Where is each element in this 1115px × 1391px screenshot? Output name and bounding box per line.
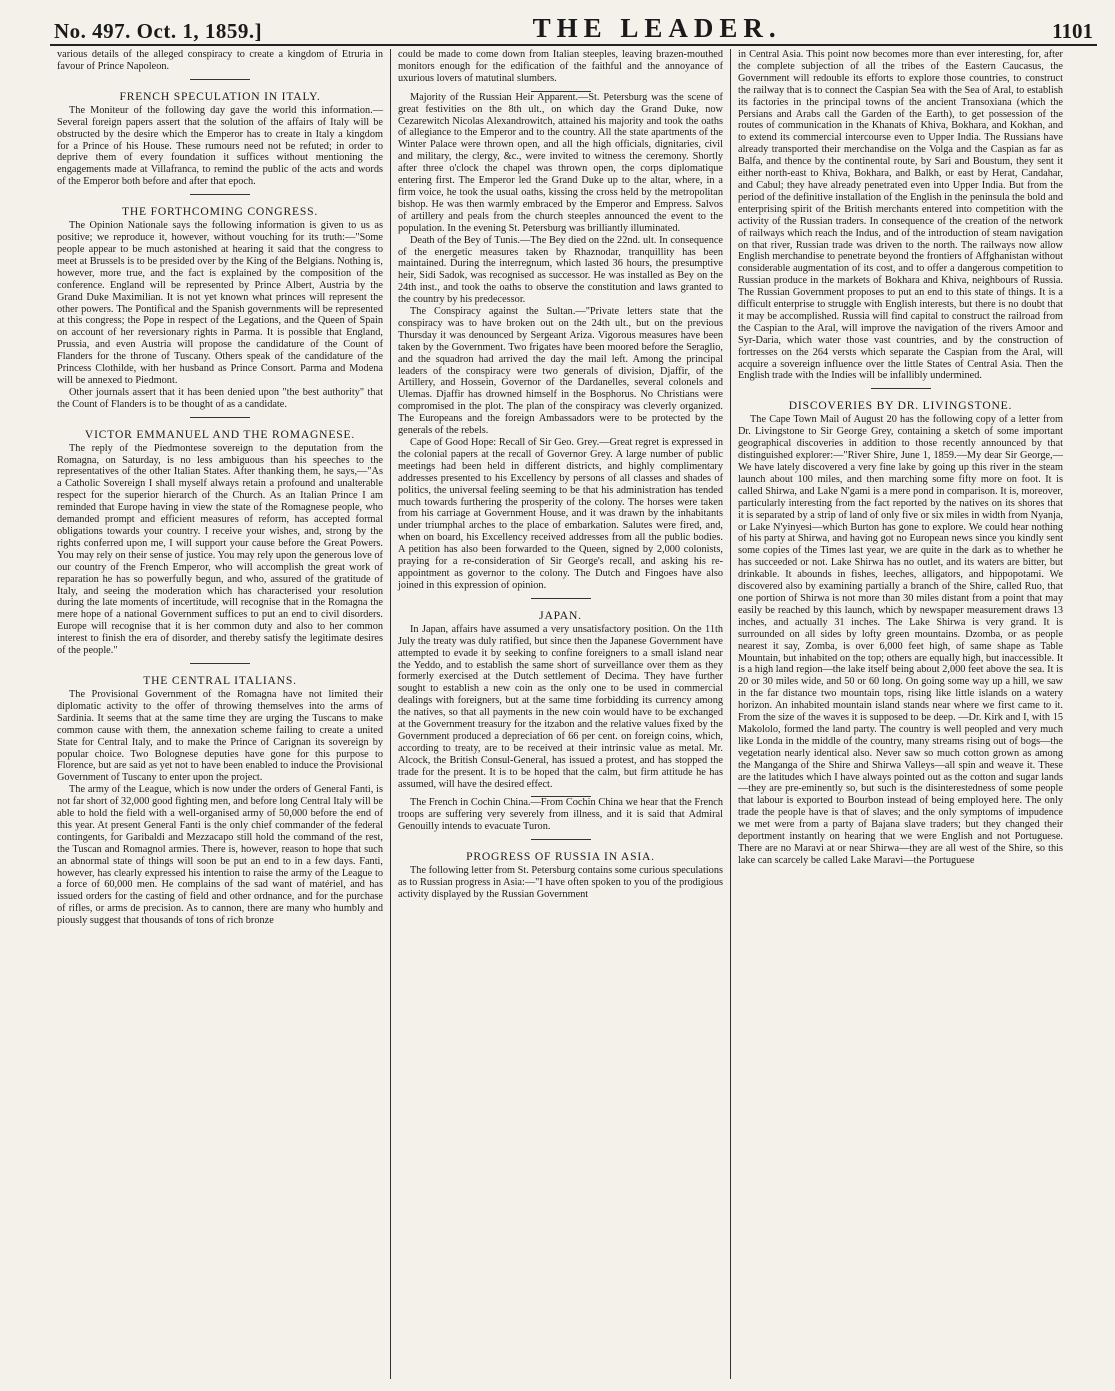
headline: THE FORTHCOMING CONGRESS. bbox=[121, 205, 319, 219]
divider bbox=[871, 388, 931, 389]
paragraph: The French in Cochin China.—From Cochin China we hear that the French troops are suffering very severely from illness, and it is said that Admiral Genouilly intends to evacuate Turon. bbox=[398, 797, 723, 833]
divider bbox=[190, 417, 250, 418]
divider bbox=[531, 839, 591, 840]
paragraph: various details of the alleged conspiracy to create a kingdom of Etruria in favour of Prince Napoleon. bbox=[57, 49, 383, 72]
paragraph: The following letter from St. Petersburg contains some curious speculations as to Russian progress in Asia:—"I have often spoken to you of the prodigious activity displayed by the Russian Government bbox=[398, 865, 723, 900]
page-number: 1101 bbox=[1052, 19, 1093, 43]
paragraph: in Central Asia. This point now becomes more than ever interesting, for, after the complete subjection of all the tribes of the Eastern Caucasus, the Government will redouble its efforts to explore those countries, to construct the railway that is to connect the Caspian Sea with the Sea of Aral, to establish its factories in the principal towns of the ancient Transoxiana (which the Persians and Arabs call the Garden of the Earth), to get possession of the routes of communication in the Khanats of Khiva, Bokhara, and Kokhan, and to extend its commercial intercourse even to Upper India. The Russians have already transported their merchandise on the Volga and the Caspian as far as Balfa, and thence by the continental route, by Sari and Boustum, they sent it either north-east to Khiva, Bokhara, and Balkh, or east by Herat, Candahar, and Cabul; they have already penetrated even into Upper India. But from the period of the definitive installation of the English in the peninsula the bold and enterprising spirit of the British merchants entered into competition with the activity of the Russian traders. In consequence of the creation of the network of railways which reach the Indus, and of the introduction of steam navigation on that river, Russian trade was driven to the north. The railways now allow English merchandise to penetrate beyond the frontiers of Affghanistan without considerable augmentation of its cost, and to offer a dangerous competition to Russian produce in the markets of Bokhara and Khiva, neighbours of Russia. The Russian Government proposes to put an end to this state of things. It is a difficult enterprise to struggle with English interests, but there is no doubt that it may be accomplished. Russia will find capital to construct the railroad from the Caspian to the Aral, will improve the navigation of the rivers Amoor and Syr-Daria, which water those vast countries, and by the construction of fortresses on the 264 versts which separate the Caspian from the Aral, will acquire a sovereign influence over the little States of Central Asia. Then the English trade with the Indies will be infallibly undermined. bbox=[738, 49, 1063, 382]
divider bbox=[190, 79, 250, 80]
paragraph: Other journals assert that it has been denied upon "the best authority" that the Count of Flanders is to be thought of as a candidate. bbox=[57, 386, 383, 410]
newspaper-title: THE LEADER. bbox=[532, 13, 782, 43]
headline: DISCOVERIES BY DR. LIVINGSTONE. bbox=[788, 399, 1013, 413]
divider bbox=[190, 194, 250, 195]
paragraph: The army of the League, which is now under the orders of General Fanti, is not far short of 32,000 good fighting men, and before long Central Italy will be able to hold the field with a well-organised army of 50,000 before the end of this year. At present General Fanti is the only chief commander of the federal contingents, for Garibaldi and Mezzacapo still hold the command of the rest, the Tuscan and Romagnol armies. There is, however, reason to hope that such an abnormal state of things will soon be put an end to in a few days. Fanti, however, has clearly expressed his intention to raise the army of the League to a force of 60,000 men. He complains of the sad want of matériel, and has issued orders for the casting of field and other ordnance, and for the purchase of rifles, or arms de precision. As to cannon, there are many who humbly and piously suggest that thousands of tons of rich bronze bbox=[57, 784, 383, 927]
headline: VICTOR EMMANUEL AND THE ROMAGNESE. bbox=[84, 427, 356, 441]
paragraph: The Conspiracy against the Sultan.—"Private letters state that the conspiracy was to have broken out on the 24th ult., but on the previous Thursday it was denounced by Sergeant Ariza. Vigorous measures have been taken by the Government. Two frigates have been moored before the Seraglio, and the squadron had arrived the day the mail left. Among the principal leaders of the conspiracy were two generals of division, Djaffir, of the Artillery, and Hossein, Governor of the Dardanelles, several colonels and Ulemas. Djaffir has drowned himself in the Bosphorus. No Christians were compromised in the plot. The plan of the conspiracy was cleverly organized. The Europeans and the foreign Ambassadors were to be protected by the generals of the rebels. bbox=[398, 306, 723, 437]
headline: THE CENTRAL ITALIANS. bbox=[143, 673, 297, 687]
headline: FRENCH SPECULATION IN ITALY. bbox=[119, 89, 321, 103]
column-3 bbox=[730, 49, 1070, 1379]
paragraph: could be made to come down from Italian steeples, leaving brazen-mouthed monitors enough for the edification of the faithful and the annoyance of uxurious lovers of matutinal slumbers. bbox=[398, 49, 723, 84]
paragraph: In Japan, affairs have assumed a very unsatisfactory position. On the 11th July the treaty was duly ratified, but since then the Japanese Government have attempted to evade it by seeking to confine foreigners to a small island near the Yeddo, and to establish the same short of surveillance over them as they formerly exercised at the Dutch settlement of Decima. They have further sought to establish a new coin as the only one to be used in commercial dealings with foreigners, but at the same time forbidding its currency among the natives, so that all payments in the new coin would have to be exchanged at the Government treasury for the itzabon and the relative values fixed by the Government produced a depreciation of 66 per cent. on foreign coins, which, according to treaty, are to be received at their intrinsic value as metal. Mr. Alcock, the British Consul-General, has issued a protest, and has stopped the trade for the present. It is to be hoped that the calm, but firm attitude he has assumed, will have the desired effect. bbox=[398, 623, 723, 790]
headline: JAPAN. bbox=[539, 608, 582, 622]
paragraph: The Cape Town Mail of August 20 has the following copy of a letter from Dr. Livingstone to Sir George Grey, containing a sketch of some important geographical discoveries in addition to those recently announced by that distinguished explorer:—"River Shire, June 1, 1859.—My dear Sir George,—We have lately discovered a very fine lake by going up this river in the steam launch about 100 miles, and then marching some fifty more on foot. It is called Shirwa, and Lake N'gami is a mere pond in comparison. It is, moreover, particularly interesting from the fact reported by the natives on its shores that it is separated by a strip of land of only five or six miles in width from Nyanja, or Lake N'yinyesi—which Burton has gone to explore. We could hear nothing of his party at Shirwa, and having got no European news since you kindly sent some copies of the Times last year, we are quite in the dark as to whether he has succeeded or not. Lake Shirwa has no outlet, and its waters are bitter, but drinkable. It abounds in fishes, leeches, alligators, and hippopotami. We discovered also by examining partially a branch of the Shire, called Ruo, that one portion of Shirwa is not more than 30 miles distant from a point that may easily be reached by this launch, which by newspaper measurement draws 13 inches, and actually 31 inches. The Lake Shirwa is very grand. It is surrounded on all sides by lofty green mountains. Dzomba, or as people nearest it say, Zomba, is over 6,000 feet high, of same shape as Table Mountain, but inhabited on the top; others are equally high, but inaccessible. It is a high land region—the lake itself being about 2,000 feet above the sea. It is 20 or 30 miles wide, and 50 or 60 long. On going some way up a hill, we saw in the far distance two mountain tops, rising like little islands on a watery horizon. An inhabited mountain island stands near where we first came to it. From the size of the waves it is supposed to be deep. —Dr. Kirk and I, with 15 Makololo, formed the land party. The country is well peopled and very much like Londa in the middle of the country, many streams rising out of bogs—the vegetation nearly identical also. Never saw so much cotton grown as among the Manganga of the Shire and Shirwa Valleys—all spin and weave it. These are the latitudes which I have always pointed out as the cotton and sugar lands—they are pre-eminently so, but such is the disinterestedness of some people that labour is exported to Bourbon instead of being employed here. The only trade the people have is that of slaves; and the only symptoms of impudence we met were from a party of Bajana slave traders; but they changed their deportment instantly on hearing that we were English and not Portuguese. There are no Maravi at or near Shirwa—they are all west of the Shire, so this lake can scarcely be called Lake Maravi—the Portuguese bbox=[738, 414, 1063, 866]
paragraph: Cape of Good Hope: Recall of Sir Geo. Grey.—Great regret is expressed in the colonial papers at the recall of Governor Grey. A large number of public meetings had been held in different districts, and highly complimentary addresses presented to his Excellency by persons of all classes and shades of politics, the universal feeling seeming to be that his administration has tended much towards furthering the prosperity of the colony. The horses were taken from his carriage at Government House, and it was drawn by the inhabitants under triumphal arches to the place of embarkation. Salutes were fired, and, when on board, his Excellency received addresses from all the public bodies. A petition has also been forwarded to the Queen, signed by 2,000 colonists, praying for a re-consideration of Sir George's recall, and asking his re-appointment as governor to the colony. The Dutch and Fingoes have also joined in this expression of opinion. bbox=[398, 437, 723, 591]
divider bbox=[531, 598, 591, 599]
paragraph: Majority of the Russian Heir Apparent.—St. Petersburg was the scene of great festivities on the 8th ult., on which day the Grand Duke, now Cezarewitch Nicolas Alexandrowitch, attained his majority and took the oaths of allegiance to the Emperor and to the country. All the state apartments of the Winter Palace were thrown open, and all the high officials, dignitaries, civil and military, the clergy, &c., were invited to witness the ceremony. Shortly after three o'clock the chapel was thrown open, the corps diplomatique entering first. The Emperor led the Grand Duke up to the altar, where, in a firm voice, he took the usual oaths, kissing the cross held by the metropolitan bishop. He was then warmly embraced by the Emperor and Empress. Salvos of artillery and peals from the church steeples announced the event to the population. In the evening St. Petersburg was brilliantly illuminated. bbox=[398, 91, 723, 234]
paragraph: The reply of the Piedmontese sovereign to the deputation from the Romagna, on Saturday, is no less ambiguous than his speeches to the representatives of the other Italian States. After thanking them, he says,—"As a Catholic Sovereign I shall myself always retain a profound and unalterable respect for the superior hierarch of the Church. As an Italian Prince I am reminded that Europe having in view the state of the Romagnese people, who demanded prompt and efficient measures of reform, has accepted formal obligations towards your country. I receive your wishes, and, strong by the rights conferred upon me, I will support your cause before the Great Powers. You may rely on their sense of justice. You may rely upon the generous love of our country of the French Emperor, who will accomplish the great work of reparation he has so powerfully begun, and who, assured of the gratitude of Italy, and seeing the moderation which has characterised your resolution during the late moments of incertitude, will recognise that in the Romagna the mere hope of a national Government suffices to put an end to civil disorders. Europe will recognise that it is her common duty and also to her common interest to finish the era of disorder, and thereby satisfy the legitimate desires of the people." bbox=[57, 442, 383, 657]
masthead bbox=[50, 8, 1097, 46]
issue-line: No. 497. Oct. 1, 1859.] bbox=[54, 19, 263, 43]
paragraph: The Opinion Nationale says the following information is given to us as positive; we reproduce it, however, without vouching for its truth:—"Some people appear to be much astonished at hearing it said that the congress to meet at Brussels is to be presided over by the King of the Belgians. Nothing is, however, more true, and the fact is explained by the composition of the conference. England will be represented by Prince Albert, Austria by the Grand Duke Maximilian. It is not yet known what princes will represent the other powers. The Pontifical and the Spanish governments will be represented at this congress; the Pope in respect of the Legations, and the Queen of Spain on account of her reversionary rights in Parma. It is possible that England, Prussia, and even Austria will propose the candidature of the Count of Flanders for the throne of Tuscany. Others speak of the candidature of the Princess Clothilde, with her husband as Prince Consort. Parma and Modena will be annexed to Piedmont. bbox=[57, 220, 383, 386]
headline: PROGRESS OF RUSSIA IN ASIA. bbox=[466, 850, 655, 864]
column-2 bbox=[390, 49, 730, 1379]
paragraph: The Provisional Government of the Romagna have not limited their diplomatic activity to the offer of throwing themselves into the arms of Sardinia. It seems that at the same time they are urging the Tuscans to make common cause with them, the annexation scheme failing to create a united State for Central Italy, and to make the Prince of Carignan its sovereign by popular choice. Two Bolognese deputies have gone for this purpose to Florence, but are said as yet not to have been enabled to induce the Provisional Government of Tuscany to enter upon the project. bbox=[57, 688, 383, 784]
divider bbox=[190, 663, 250, 664]
columns bbox=[50, 49, 1097, 1379]
paragraph: Death of the Bey of Tunis.—The Bey died on the 22nd. ult. In consequence of the energetic measures taken by Rhaznodar, tranquillity has been maintained. During the interregnum, which lasted 36 hours, the presumptive heir, Sidi Sadok, was recognised as successor. He was installed as Bey on the 24th inst., and took the oaths to observe the constitution and laws granted to the country by his predecessor. bbox=[398, 234, 723, 306]
paragraph: The Moniteur of the following day gave the world this information.—Several foreign papers assert that the solution of the affairs of Italy will be obstructed by the desire which the Emperor has to create in Italy a kingdom for a Prince of his House. These rumours need not be refuted; in order to deprive them of every foundation it suffices without mentioning the engagements made at Villafranca, to remind the public of the acts and words of the Emperor both before and after that epoch. bbox=[57, 104, 383, 188]
column-1 bbox=[50, 49, 390, 1379]
